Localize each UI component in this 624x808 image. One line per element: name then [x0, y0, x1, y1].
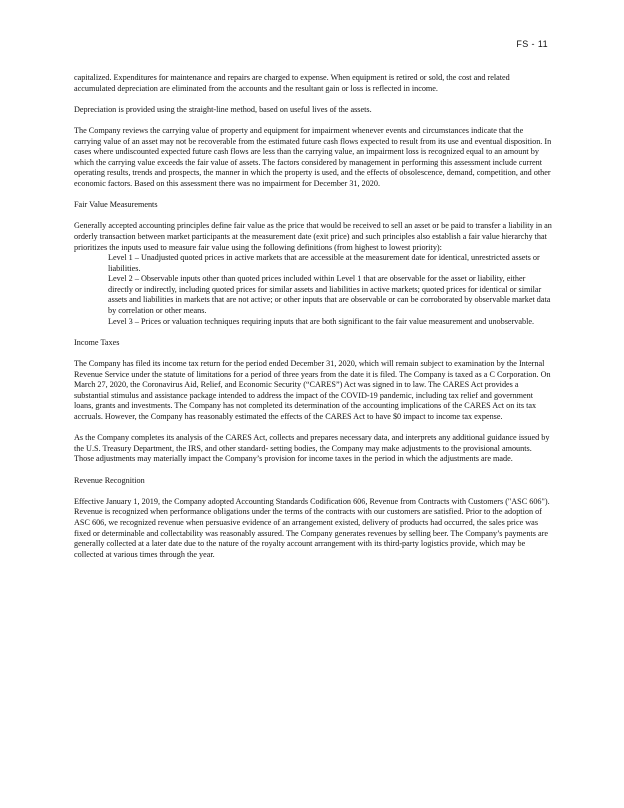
document-body [74, 73, 552, 571]
heading-fair-value: Fair Value Measurements [74, 200, 158, 210]
level-1-text: Level 1 – Unadjusted quoted prices in active markets that are accessible at the measurement date for identical, unrestricted assets or liabilities. [108, 253, 540, 273]
fair-value-levels-list [74, 253, 552, 327]
heading-income-taxes: Income Taxes [74, 337, 120, 347]
heading-revenue-recognition: Revenue Recognition [74, 475, 145, 485]
list-item-level-3 [74, 317, 552, 328]
paragraph-revenue-recognition: Effective January 1, 2019, the Company adopted Accounting Standards Codification 606, Revenue from Contracts with Customers ("ASC 606"). Revenue is recognized when performance obligations under the terms of the contracts with our customers are satisfied. Prior to the adoption of ASC 606, we recognized revenue when persuasive evidence of an arrangement existed, delivery of products had occurred, the sales price was fixed or determinable and collectability was reasonably assured. The Company generates revenues by selling beer. The Company’s payments are generally collected at a later date due to the nature of the royalty account arrangement with its third-party logistics provide, which may be collected at various times through the year. [74, 496, 550, 559]
paragraph-equipment-capitalization: capitalized. Expenditures for maintenance and repairs are charged to expense. When equipment is retired or sold, the cost and related accumulated depreciation are eliminated from the accounts and the resultant gain or loss is reflected in income. [74, 73, 510, 93]
level-3-text: Level 3 – Prices or valuation techniques requiring inputs that are both significant to the fair value measurement and unobservable. [108, 316, 535, 326]
list-item-level-2 [74, 274, 552, 316]
page-number: FS - 11 [516, 39, 548, 49]
paragraph-fair-value-intro: Generally accepted accounting principles define fair value as the price that would be received to sell an asset or be paid to transfer a liability in an orderly transaction between market participants at the measurement date (exit price) and such principles also establish a fair value hierarchy that prioritizes the inputs used to measure fair value using the following definitions (from highest to lowest priority): [74, 221, 552, 252]
level-2-text: Level 2 – Observable inputs other than quoted prices included within Level 1 that are observable for the asset or liability, either directly or indirectly, including quoted prices for similar assets and liabilities in active markets; quoted prices for identical or similar assets and liabilities in markets that are not active; or other inputs that are observable or can be corroborated by observable market data by correlation or other means. [108, 274, 551, 316]
paragraph-depreciation: Depreciation is provided using the straight-line method, based on useful lives of the assets. [74, 104, 372, 114]
paragraph-income-taxes-2: As the Company completes its analysis of the CARES Act, collects and prepares necessary data, and interprets any additional guidance issued by the U.S. Treasury Department, the IRS, and other standard- setting bodies, the Company may make adjustments to the provisional amounts. Those adjustments may materially impact the Company’s provision for income taxes in the period in which the adjustments are made. [74, 433, 550, 464]
list-item-level-1 [74, 253, 552, 274]
paragraph-impairment: The Company reviews the carrying value of property and equipment for impairment whenever events and circumstances indicate that the carrying value of an asset may not be recoverable from the estimated future cash flows expected to result from its use and eventual disposition. In cases where undiscounted expected future cash flows are less than the carrying value, an impairment loss is recognized equal to an amount by which the carrying value exceeds the fair value of assets. The factors considered by management in performing this assessment include current operating results, trends and prospects, the manner in which the property is used, and the effects of obsolescence, demand, competition, and other economic factors. Based on this assessment there was no impairment for December 31, 2020. [74, 125, 552, 188]
paragraph-income-taxes-1: The Company has filed its income tax return for the period ended December 31, 2020, which will remain subject to examination by the Internal Revenue Service under the statute of limitations for a period of three years from the date it is filed. The Company is taxed as a C Corporation. On March 27, 2020, the Coronavirus Aid, Relief, and Economic Security (“CARES”) Act was signed in to law. The CARES Act provides a substantial stimulus and assistance package intended to address the impact of the COVID-19 pandemic, including tax relief and government loans, grants and investments. The Company has not completed its determination of the accounting implications of the CARES Act on its tax accruals. However, the Company has reasonably estimated the effects of the CARES Act to have $0 impact to income tax expense. [74, 359, 551, 421]
